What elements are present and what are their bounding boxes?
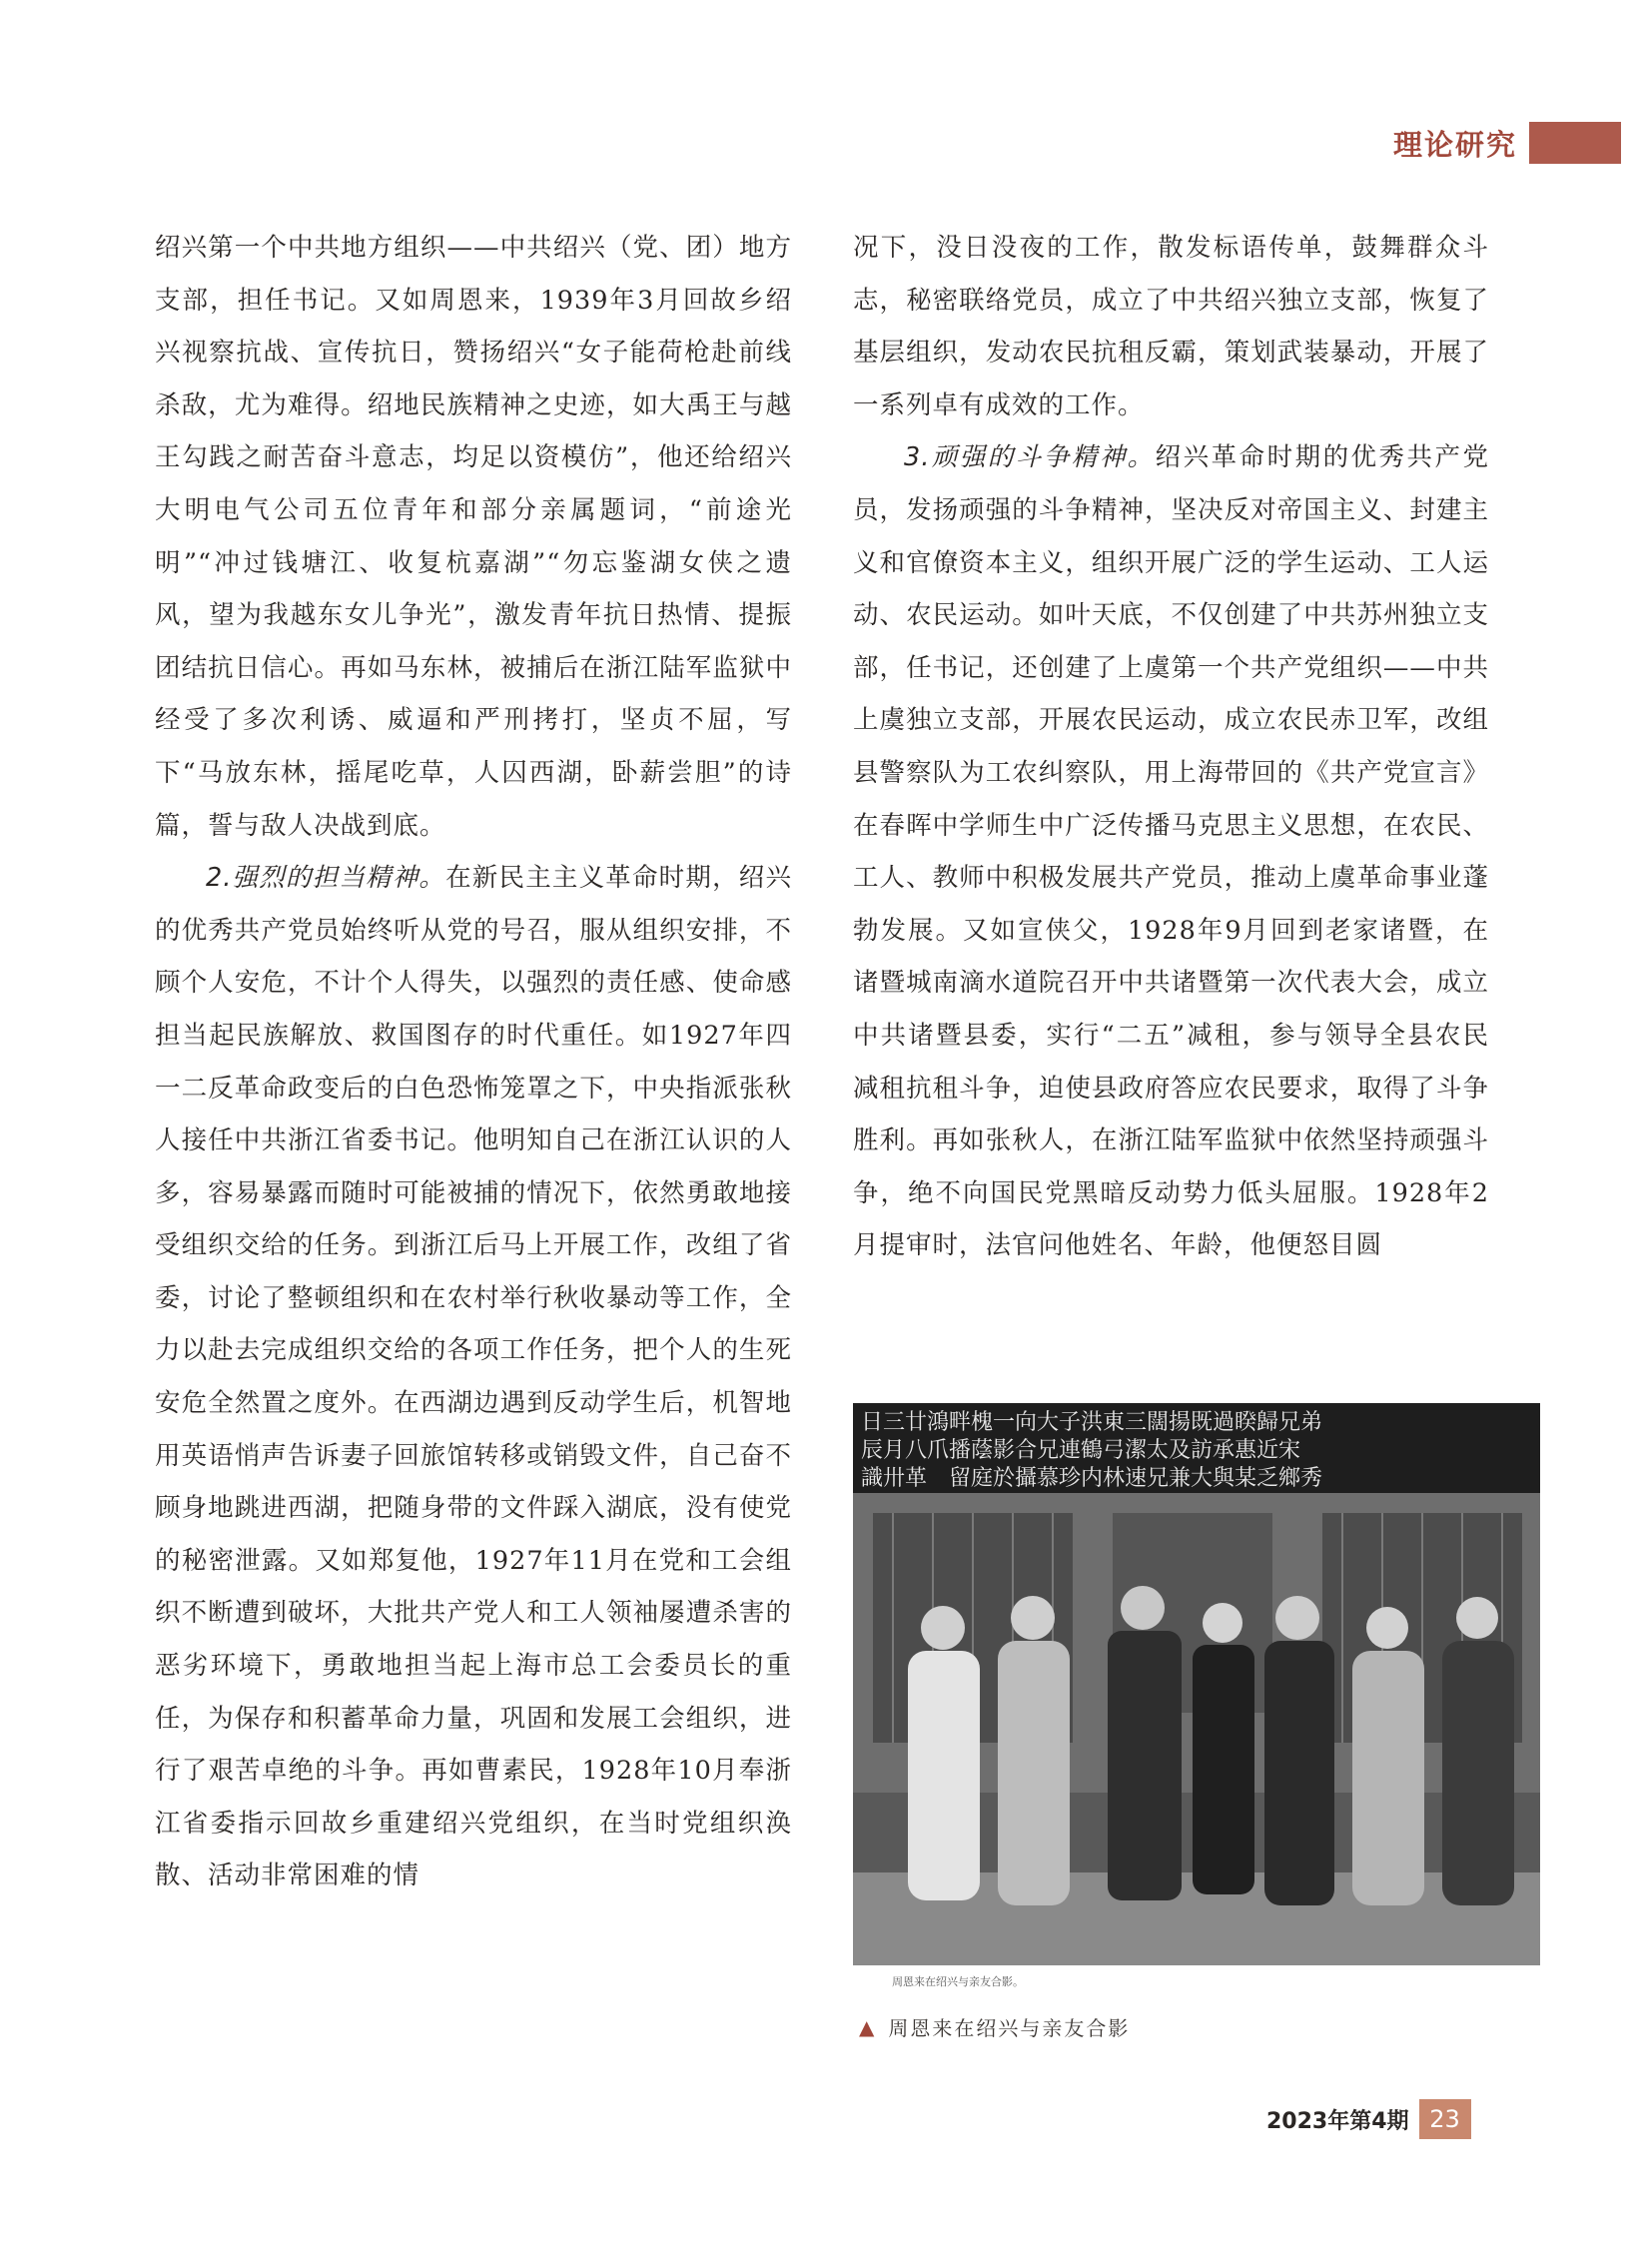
- section-2-heading: 2.强烈的担当精神。: [206, 863, 446, 894]
- section-3-heading: 3.顽强的斗争精神。: [904, 442, 1156, 473]
- section-title: 理论研究: [1393, 127, 1518, 162]
- page-number: 23: [1419, 2099, 1471, 2139]
- photo-illustration: [853, 1403, 1540, 1965]
- section-2-body: 在新民主主义革命时期，绍兴的优秀共产党员始终听从党的号召，服从组织安排，不顾个人安危，不计个人得失，以强烈的责任感、使命感担当起民族解放、救国图存的时代重任。如1927年四一二反革命政变后的白色恐怖笼罩之下，中央指派张秋人接任中共浙江省委书记。他明知自己在浙江认识的人多，容易暴露而随时可能被捕的情况下，依然勇敢地接受组织交给的任务。到浙江后马上开展工作，改组了省委，讨论了整顿组织和在农村举行秋收暴动等工作，全力以赴去完成组织交给的各项工作任务，把个人的生死安危全然置之度外。在西湖边遇到反动学生后，机智地用英语悄声告诉妻子回旅馆转移或销毁文件，自己奋不顾身地跳进西湖，把随身带的文件踩入湖底，没有使党的秘密泄露。又如郑复他，1927年11月在党和工会组织不断遭到破坏，大批共产党人和工人领袖屡遭杀害的恶劣环境下，勇敢地担当起上海市总工会委员长的重任，为保存和积蓄革命力量，巩固和发展工会组织，进行了艰苦卓绝的斗争。再如曹素民，1928年10月奉浙江省委指示回故乡重建绍兴党组织，在当时党组织涣散、活动非常困难的情: [155, 863, 792, 1891]
- left-paragraph-2: [155, 852, 792, 1902]
- section-header: [1393, 122, 1621, 164]
- photo-small-caption: 周恩来在绍兴与亲友合影。: [892, 1975, 1024, 1988]
- issue-label: 2023年第4期: [1266, 2108, 1409, 2134]
- inscription-line-1: 日三廿鴻畔槐一向大子洪東三闊揚既過睽歸兄弟: [861, 1410, 1323, 1435]
- section-accent-bar: [1529, 122, 1621, 164]
- section-3-body: 绍兴革命时期的优秀共产党员，发扬顽强的斗争精神，坚决反对帝国主义、封建主义和官僚资本主义，组织开展广泛的学生运动、工人运动、农民运动。如叶天底，不仅创建了中共苏州独立支部，任书记，还创建了上虞第一个共产党组织——中共上虞独立支部，开展农民运动，成立农民赤卫军，改组县警察队为工农纠察队，用上海带回的《共产党宣言》在春晖中学师生中广泛传播马克思主义思想，在农民、工人、教师中积极发展共产党员，推动上虞革命事业蓬勃发展。又如宣侠父，1928年9月回到老家诸暨，在诸暨城南滴水道院召开中共诸暨第一次代表大会，成立中共诸暨县委，实行“二五”减租，参与领导全县农民减租抗租斗争，迫使县政府答应农民要求，取得了斗争胜利。再如张秋人，在浙江陆军监狱中依然坚持顽强斗争，绝不向国民党黑暗反动势力低头屈服。1928年2月提审时，法官问他姓名、年龄，他便怒目圆: [853, 442, 1489, 1261]
- right-column: [853, 222, 1489, 1272]
- inscription-line-2: 辰月八爪播蔭影合兄連鶴弓潔太及訪承惠近宋: [861, 1438, 1301, 1463]
- page-footer: [1266, 2099, 1471, 2139]
- left-paragraph-1: 绍兴第一个中共地方组织——中共绍兴（党、团）地方支部，担任书记。又如周恩来，1939年3月回故乡绍兴视察抗战、宣传抗日，赞扬绍兴“女子能荷枪赴前线杀敌，尤为难得。绍地民族精神之史迹，如大禹王与越王勾践之耐苦奋斗意志，均足以资模仿”，他还给绍兴大明电气公司五位青年和部分亲属题词，“前途光明”“冲过钱塘江、收复杭嘉湖”“勿忘鉴湖女侠之遗风，望为我越东女儿争光”，激发青年抗日热情、提振团结抗日信心。再如马东林，被捕后在浙江陆军监狱中经受了多次利诱、威逼和严刑拷打，坚贞不屈，写下“马放东林，摇尾吃草，人囚西湖，卧薪尝胆”的诗篇，誓与敌人决战到底。: [155, 233, 792, 841]
- figure-caption-text: 周恩来在绍兴与亲友合影: [888, 2016, 1131, 2040]
- figure-caption: [859, 2012, 1130, 2041]
- left-column: [155, 222, 792, 1902]
- inscription-line-3: 識卅革 留庭於攝慕珍内林速兄兼大與某乏鄉秀: [861, 1466, 1323, 1491]
- right-paragraph-2: [853, 431, 1489, 1272]
- triangle-marker-icon: ▲: [859, 2014, 877, 2039]
- historical-group-photo: [853, 1403, 1540, 1965]
- right-paragraph-1: 况下，没日没夜的工作，散发标语传单，鼓舞群众斗志，秘密联络党员，成立了中共绍兴独立支部，恢复了基层组织，发动农民抗租反霸，策划武装暴动，开展了一系列卓有成效的工作。: [853, 233, 1489, 420]
